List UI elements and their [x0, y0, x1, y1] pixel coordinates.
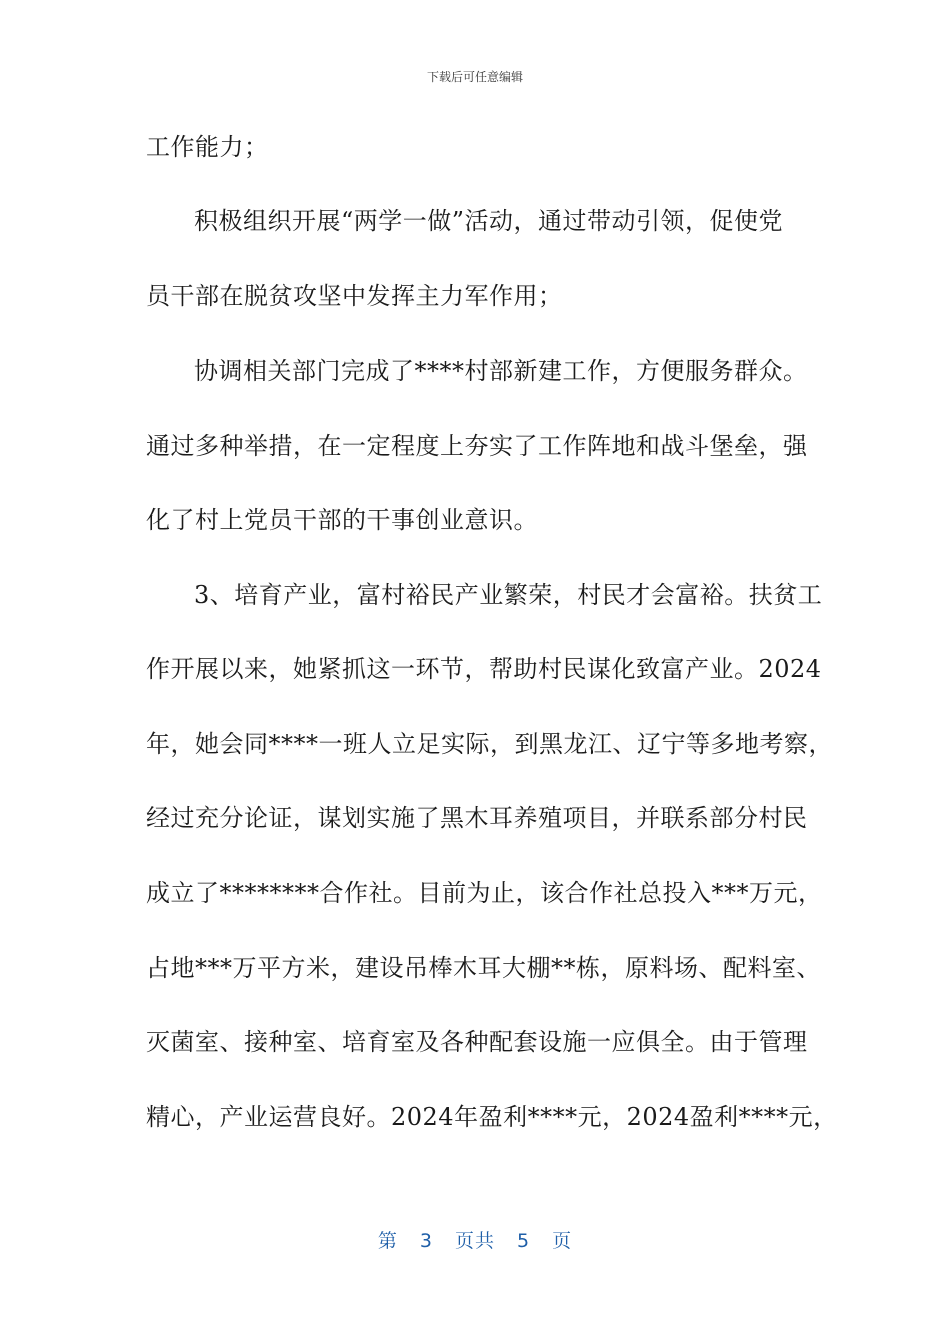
body-line-1: 工作能力；	[146, 133, 269, 161]
current-page-number: 3	[419, 1230, 433, 1252]
page-middle: 页共	[454, 1230, 495, 1252]
body-line-13: 灭菌室、接种室、培育室及各种配套设施一应俱全。由于管理	[146, 1028, 808, 1056]
body-line-7: 3、培育产业，富村裕民产业繁荣，村民才会富裕。扶贫工	[194, 581, 823, 609]
body-line-8: 作开展以来，她紧抓这一环节，帮助村民谋化致富产业。2024	[146, 655, 822, 683]
body-line-9: 年，她会同****一班人立足实际，到黑龙江、辽宁等多地考察，	[146, 730, 833, 758]
body-line-5: 通过多种举措，在一定程度上夯实了工作阵地和战斗堡垒，强	[146, 432, 808, 460]
page-footer	[0, 1226, 950, 1253]
page-header: 下载后可任意编辑	[426, 70, 523, 84]
total-pages-number: 5	[517, 1230, 531, 1252]
body-line-2: 积极组织开展“两学一做”活动，通过带动引领，促使党	[194, 207, 784, 235]
body-line-12: 占地***万平方米，建设吊棒木耳大棚**栋，原料场、配料室、	[146, 954, 821, 982]
body-line-6: 化了村上党员干部的干事创业意识。	[146, 506, 538, 534]
page-suffix: 页	[552, 1230, 573, 1252]
body-line-10: 经过充分论证，谋划实施了黑木耳养殖项目，并联系部分村民	[146, 804, 808, 832]
page-prefix: 第	[377, 1230, 398, 1252]
body-line-14: 精心，产业运营良好。2024年盈利****元，2024盈利****元，	[146, 1103, 838, 1131]
body-line-3: 员干部在脱贫攻坚中发挥主力军作用；	[146, 282, 563, 310]
body-line-4: 协调相关部门完成了****村部新建工作，方便服务群众。	[194, 357, 808, 385]
body-line-11: 成立了********合作社。目前为止，该合作社总投入***万元，	[146, 879, 823, 907]
